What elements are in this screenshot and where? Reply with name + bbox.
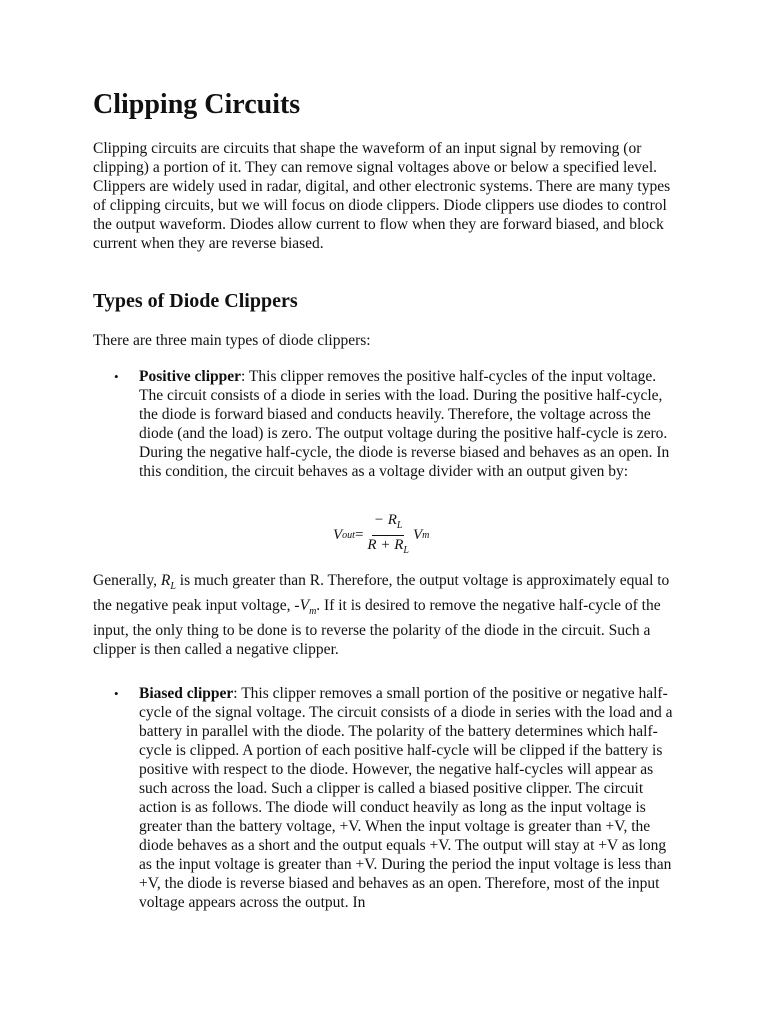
after-formula-text-3: . If it is desired to remove the negative half-cycle of the input, the only thing to be done is to reverse the polarity of the diode in the circuit. Such a clipper is then called a negative clipper. (93, 597, 661, 659)
list-item-text: : This clipper removes a small portion of the positive or negative half-cycle of the signal voltage. The circuit consists of a diode in series with the load and a battery in parallel with the diode. The polarity of the battery determines which half-cycle is clipped. A portion of each positive half-cycle will be clipped if the battery is positive with respect to the diode. However, the negative half-cycles will appear as such across the load. Such a clipper is called a biased positive clipper. The circuit action is as follows. The diode will conduct heavily as long as the input voltage is greater than the battery voltage, +V. When the input voltage is greater than +V, the diode behaves as a short and the output equals +V. The output will stay at +V as long as the input voltage is greater than +V. During the period the input voltage is less than +V, the diode is reverse biased and behaves as an open. Therefore, most of the input voltage appears across the output. In (139, 685, 673, 911)
voltage-divider-formula (333, 511, 430, 556)
formula-rhs-sub: m (422, 529, 430, 541)
bullet-icon: • (114, 686, 119, 701)
rl-symbol: R (160, 572, 171, 589)
formula-lhs-sub: out (342, 529, 355, 541)
vm-symbol: V (299, 597, 310, 615)
rl-symbol-sub: L (170, 581, 176, 593)
intro-paragraph: Clipping circuits are circuits that shape the waveform of an input signal by removing (or clipping) a portion of it. They can remove signal voltages above or below a specified level. Clippers are widely used in radar, digital, and other electronic systems. There are many types of clipping circuits, but we will focus on diode clippers. Diode clippers use diodes to control the output waveform. Diodes allow current to flow when they are forward biased, and block current when they are reverse biased. (93, 140, 671, 252)
formula-denominator-sub: L (403, 544, 409, 556)
after-formula-text-1: Generally, (93, 572, 161, 589)
lead-paragraph: There are three main types of diode clippers: (93, 332, 371, 349)
formula-numerator (372, 511, 405, 536)
formula-numerator-text: − R (373, 511, 397, 528)
after-formula-paragraph (93, 571, 675, 659)
page-title: Clipping Circuits (93, 89, 301, 120)
vm-symbol-sub: m (309, 606, 317, 618)
formula-equals: = (354, 526, 364, 543)
section-heading: Types of Diode Clippers (93, 290, 298, 312)
formula-denominator (365, 536, 411, 560)
list-item-positive-clipper (139, 367, 679, 481)
bullet-icon: • (114, 369, 119, 384)
after-formula-text-2: is much greater than R. Therefore, the output voltage is approximately equal to the negative peak input voltage, - (93, 572, 670, 615)
formula-fraction (365, 511, 411, 560)
list-item-biased-clipper (139, 684, 679, 912)
formula-numerator-sub: L (396, 519, 403, 531)
formula-rhs: V (412, 526, 423, 543)
list-item-text: : This clipper removes the positive half-cycles of the input voltage. The circuit consists of a diode in series with the load. During the positive half-cycle, the diode is forward biased and conducts heavily. Therefore, the voltage across the diode (and the load) is zero. The output voltage during the positive half-cycle is zero. During the negative half-cycle, the diode is reverse biased and behaves as an open. In this condition, the circuit behaves as a voltage divider with an output given by: (139, 368, 670, 480)
formula-denominator-text: R + R (367, 536, 404, 553)
formula-lhs: V (333, 526, 343, 543)
list-item-term: Positive clipper (139, 368, 242, 385)
list-item-term: Biased clipper (139, 685, 234, 702)
